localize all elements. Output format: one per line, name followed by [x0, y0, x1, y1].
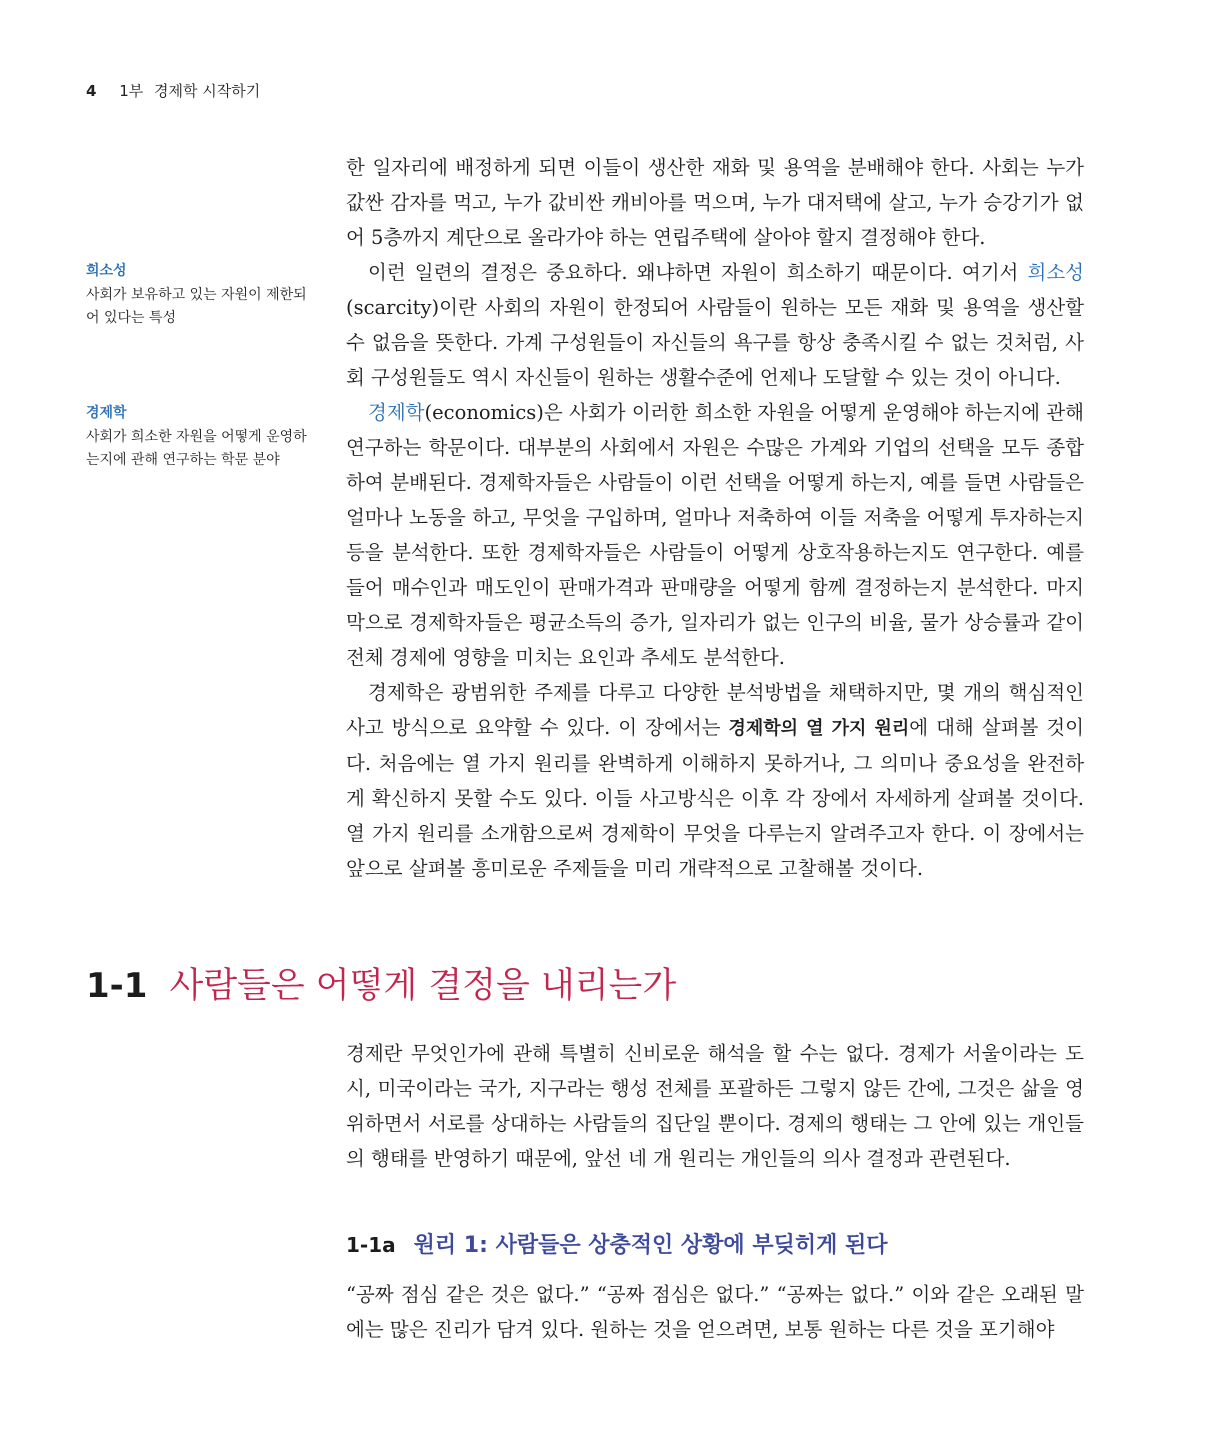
part-label: 1부: [119, 82, 144, 100]
section-heading: [86, 958, 676, 1008]
subsection-title: 원리 1: 사람들은 상충적인 상황에 부딪히게 된다: [413, 1233, 888, 1258]
part-title: 경제학 시작하기: [154, 82, 261, 100]
main-body: [346, 150, 1084, 886]
emphasis-ten-principles: 경제학의 열 가지 원리: [728, 718, 910, 739]
key-term-economics: 경제학: [368, 401, 425, 424]
body-paragraph: [346, 395, 1084, 675]
text-run: 이런 일련의 결정은 중요하다. 왜냐하면 자원이 희소하기 때문이다. 여기서: [368, 261, 1028, 284]
page-number: 4: [86, 82, 97, 100]
section-body: [346, 1036, 1084, 1176]
text-run: (economics)은 사회가 이러한 희소한 자원을 어떻게 운영해야 하는지에 관해 연구하는 학문이다. 대부분의 사회에서 자원은 수많은 가계와 기업의 선택을 모두 종합하여 분배된다. 경제학자들은 사람들이 이런 선택을 어떻게 하는지, 예를 들면 사람들은 얼마나 노동을 하고, 무엇을 구입하며, 얼마나 저축하여 이들 저축을 어떻게 투자하는지 등을 분석한다. 또한 경제학자들은 사람들이 어떻게 상호작용하는지도 연구한다. 예를 들어 매수인과 매도인이 판매가격과 판매량을 어떻게 함께 결정하는지 분석한다. 마지막으로 경제학자들은 평균소득의 증가, 일자리가 없는 인구의 비율, 물가 상승률과 같이 전체 경제에 영향을 미치는 요인과 추세도 분석한다.: [346, 401, 1084, 669]
section-title: 사람들은 어떻게 결정을 내리는가: [169, 966, 677, 1006]
running-head: [86, 80, 260, 101]
subsection-heading: [346, 1228, 888, 1259]
body-paragraph: “공짜 점심 같은 것은 없다.” “공짜 점심은 없다.” “공짜는 없다.” 이와 같은 오래된 말에는 많은 진리가 담겨 있다. 원하는 것을 얻으려면, 보통 원하는 다른 것을 포기해야: [346, 1283, 1084, 1341]
body-paragraph: [346, 675, 1084, 886]
subsection-number: 1-1a: [346, 1233, 396, 1257]
section-number: 1-1: [86, 966, 148, 1006]
text-run: 경제학은 광범위한 주제를 다루고 다양한 분석방법을 채택하지만, 몇 개의 핵심적인 사고 방식으로 요약할 수 있다. 이 장에서는: [346, 681, 1084, 739]
body-paragraph: 경제란 무엇인가에 관해 특별히 신비로운 해석을 할 수는 없다. 경제가 서울이라는 도시, 미국이라는 국가, 지구라는 행성 전체를 포괄하든 그렇지 않든 간에, 그것은 삶을 영위하면서 서로를 상대하는 사람들의 집단일 뿐이다. 경제의 행태는 그 안에 있는 개인들의 행태를 반영하기 때문에, 앞선 네 개 원리는 개인들의 의사 결정과 관련된다.: [346, 1042, 1084, 1170]
margin-note-term: 경제학: [86, 405, 127, 421]
text-run: (scarcity)이란 사회의 자원이 한정되어 사람들이 원하는 모든 재화 및 용역을 생산할 수 없음을 뜻한다. 가계 구성원들이 자신들의 욕구를 항상 충족시킬 수 없는 것처럼, 사회 구성원들도 역시 자신들이 원하는 생활수준에 언제나 도달할 수 있는 것이 아니다.: [346, 296, 1084, 389]
subsection-body: [346, 1277, 1084, 1347]
margin-note-definition: 사회가 희소한 자원을 어떻게 운영하는지에 관해 연구하는 학문 분야: [86, 429, 307, 468]
key-term-scarcity: 희소성: [1027, 261, 1084, 284]
text-run: 에 대해 살펴볼 것이다. 처음에는 열 가지 원리를 완벽하게 이해하지 못하거나, 그 의미나 중요성을 완전하게 확신하지 못할 수도 있다. 이들 사고방식은 이후 각 장에서 자세하게 살펴볼 것이다. 열 가지 원리를 소개함으로써 경제학이 무엇을 다루는지 알려주고자 한다. 이 장에서는 앞으로 살펴볼 흥미로운 주제들을 미리 개략적으로 고찰해볼 것이다.: [346, 716, 1084, 880]
body-paragraph: 한 일자리에 배정하게 되면 이들이 생산한 재화 및 용역을 분배해야 한다. 사회는 누가 값싼 감자를 먹고, 누가 값비싼 캐비아를 먹으며, 누가 대저택에 살고, 누가 승강기가 없어 5층까지 계단으로 올라가야 하는 연립주택에 살아야 할지 결정해야 한다.: [346, 156, 1084, 249]
margin-note-term: 희소성: [86, 263, 127, 279]
margin-note-economics: [86, 404, 311, 472]
margin-note-scarcity: [86, 262, 311, 330]
margin-note-definition: 사회가 보유하고 있는 자원이 제한되어 있다는 특성: [86, 287, 307, 326]
body-paragraph: [346, 255, 1084, 395]
